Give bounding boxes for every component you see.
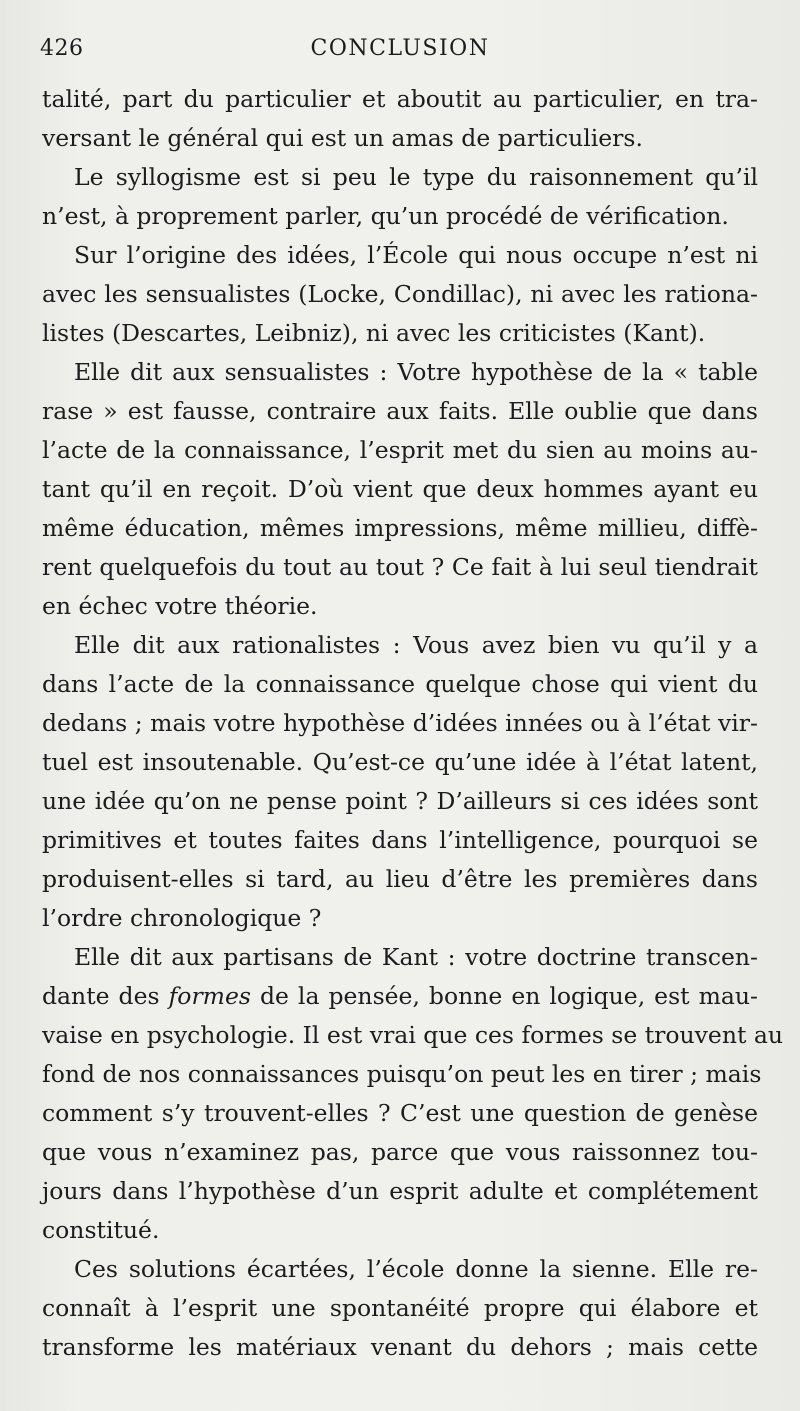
text-line: constitué. bbox=[42, 1216, 160, 1244]
body-text bbox=[42, 80, 784, 1367]
text-line: versant le général qui est un amas de particuliers. bbox=[42, 124, 643, 152]
text-line: Le syllogisme est si peu le type du raisonnement qu’il bbox=[74, 163, 758, 191]
text-line: primitives et toutes faites dans l’intelligence, pourquoi se bbox=[42, 826, 758, 854]
running-title: CONCLUSION bbox=[310, 36, 490, 61]
text-line: en échec votre théorie. bbox=[42, 592, 318, 620]
text-line: l’acte de la connaissance, l’esprit met du sien au moins au- bbox=[42, 436, 758, 464]
text-line: Sur l’origine des idées, l’École qui nous occupe n’est ni bbox=[74, 241, 758, 269]
text-line: vaise en psychologie. Il est vrai que ces formes se trouvent au bbox=[42, 1021, 784, 1049]
text-line: dedans ; mais votre hypothèse d’idées innées ou à l’état vir- bbox=[42, 709, 758, 737]
text-line: tuel est insoutenable. Qu’est-ce qu’une idée à l’état latent, bbox=[42, 748, 758, 776]
text-line: connaît à l’esprit une spontanéité propre qui élabore et bbox=[42, 1294, 758, 1322]
text-line: avec les sensualistes (Locke, Condillac), ni avec les rationa- bbox=[42, 280, 758, 308]
text-line: même éducation, mêmes impressions, même millieu, diffè- bbox=[42, 514, 758, 542]
text-line: listes (Descartes, Leibniz), ni avec les criticistes (Kant). bbox=[42, 319, 706, 347]
text-line: une idée qu’on ne pense point ? D’ailleurs si ces idées sont bbox=[42, 787, 758, 815]
text-line: Ces solutions écartées, l’école donne la sienne. Elle re- bbox=[74, 1255, 758, 1283]
text-line: Elle dit aux partisans de Kant : votre doctrine transcen- bbox=[74, 943, 758, 971]
text-line: rase » est fausse, contraire aux faits. Elle oublie que dans bbox=[42, 397, 758, 425]
text-line: produisent-elles si tard, au lieu d’être les premières dans bbox=[42, 865, 758, 893]
text-line: que vous n’examinez pas, parce que vous raissonnez tou- bbox=[42, 1138, 758, 1166]
text-line: Elle dit aux sensualistes : Votre hypothèse de la « table bbox=[74, 358, 758, 386]
text-line: n’est, à proprement parler, qu’un procédé de vérification. bbox=[42, 202, 729, 230]
text-line: dante des formes de la pensée, bonne en logique, est mau- bbox=[42, 982, 758, 1010]
text-line: tant qu’il en reçoit. D’où vient que deux hommes ayant eu bbox=[42, 475, 758, 503]
text-line: transforme les matériaux venant du dehors ; mais cette bbox=[42, 1333, 758, 1361]
page-number: 426 bbox=[40, 36, 84, 61]
text-line: dans l’acte de la connaissance quelque chose qui vient du bbox=[42, 670, 758, 698]
text-line: fond de nos connaissances puisqu’on peut les en tirer ; mais bbox=[42, 1060, 762, 1088]
text-line: comment s’y trouvent-elles ? C’est une question de genèse bbox=[42, 1099, 758, 1127]
text-line: rent quelquefois du tout au tout ? Ce fait à lui seul tiendrait bbox=[42, 553, 758, 581]
page-header bbox=[40, 36, 760, 68]
text-line: jours dans l’hypothèse d’un esprit adulte et complétement bbox=[42, 1177, 758, 1205]
text-line: talité, part du particulier et aboutit au particulier, en tra- bbox=[42, 85, 758, 113]
text-line: l’ordre chronologique ? bbox=[42, 904, 322, 932]
text-line: Elle dit aux rationalistes : Vous avez bien vu qu’il y a bbox=[74, 631, 758, 659]
